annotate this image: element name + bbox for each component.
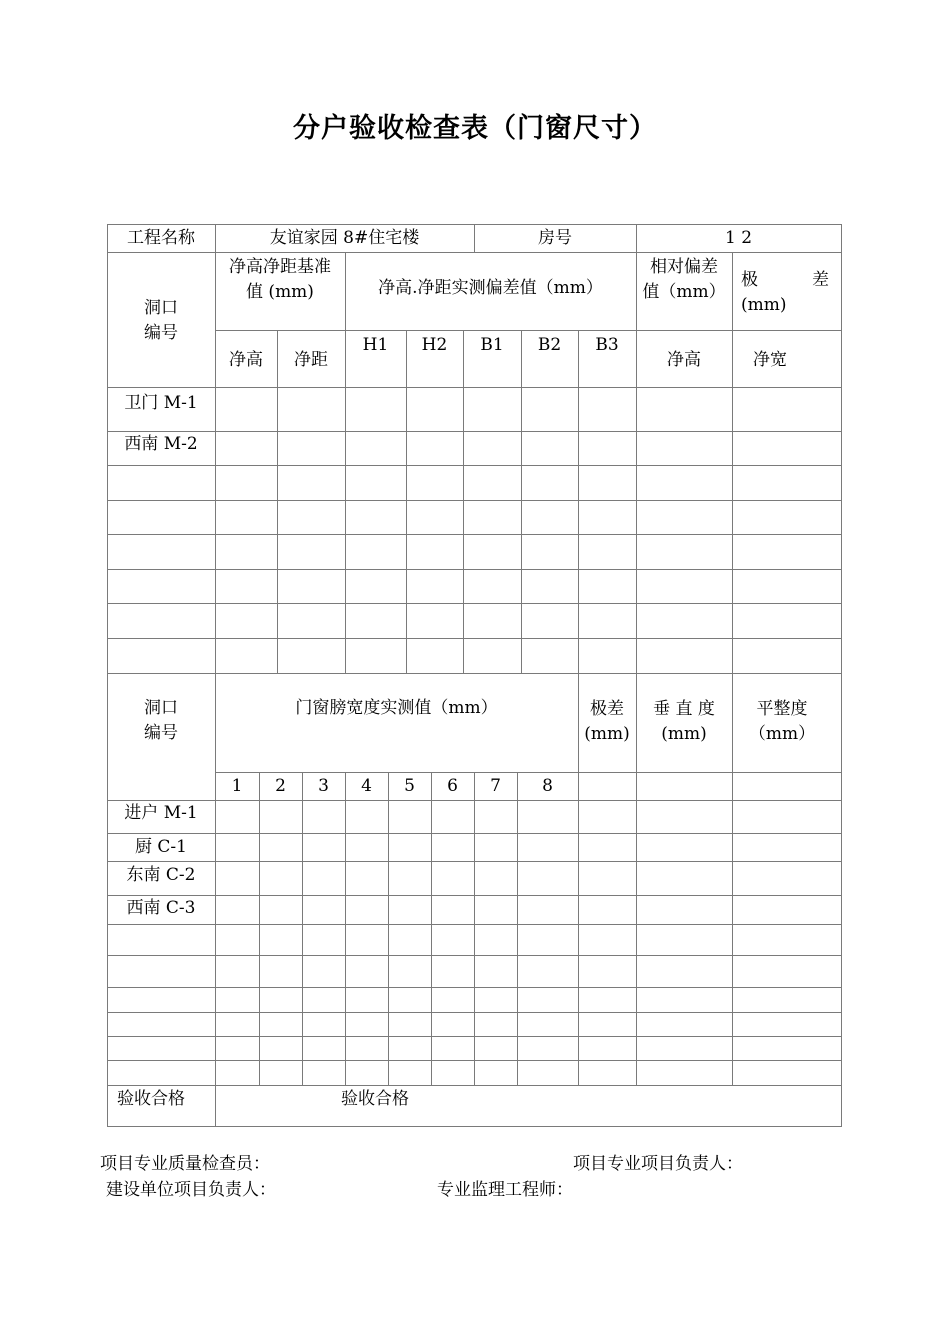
grid-line bbox=[406, 330, 407, 674]
sub-header-1: 净距 bbox=[294, 350, 328, 370]
result-label: 验收合格 bbox=[117, 1089, 185, 1109]
width-col-8: 8 bbox=[542, 776, 553, 796]
s2-row-label-9 bbox=[107, 1061, 215, 1086]
s1-row-label-0: 卫门 M-1 bbox=[124, 393, 198, 413]
sub-header-2: H1 bbox=[362, 335, 389, 355]
grid-line bbox=[517, 772, 518, 1086]
range-label-2a: 极差 bbox=[590, 699, 624, 719]
width-col-2: 2 bbox=[275, 776, 286, 796]
range-label-b: 差 bbox=[812, 270, 829, 290]
sub-header-6: B3 bbox=[595, 335, 619, 355]
grid-line bbox=[302, 772, 303, 1086]
sub-header-8: 净宽 bbox=[753, 350, 787, 370]
project-label: 工程名称 bbox=[127, 228, 195, 248]
grid-line bbox=[259, 772, 260, 1086]
opening-label-2b: 编号 bbox=[144, 723, 178, 743]
s1-row-label-1: 西南 M-2 bbox=[124, 434, 198, 454]
width-col-7: 7 bbox=[490, 776, 501, 796]
grid-line bbox=[215, 673, 216, 1127]
width-col-1: 1 bbox=[231, 776, 243, 796]
grid-line bbox=[215, 772, 842, 773]
opening-label-2a: 洞口 bbox=[144, 698, 178, 718]
page-title: 分户验收检查表（门窗尺寸） bbox=[293, 113, 657, 144]
flatness-label-a: 平整度 bbox=[756, 699, 808, 719]
flatness-label-b: （mm） bbox=[748, 724, 816, 744]
sub-header-4: B1 bbox=[480, 335, 504, 355]
grid-line bbox=[636, 252, 637, 674]
width-col-6: 6 bbox=[447, 776, 458, 796]
grid-line bbox=[215, 330, 842, 331]
width-col-5: 5 bbox=[404, 776, 415, 796]
opening-label-1b: 编号 bbox=[144, 323, 178, 343]
s2-row-label-2: 东南 C-2 bbox=[126, 865, 196, 885]
sub-header-7: 净高 bbox=[667, 350, 701, 370]
s1-row-label-3 bbox=[107, 501, 215, 526]
s1-row-label-4 bbox=[107, 535, 215, 560]
grid-line bbox=[215, 252, 216, 674]
s2-row-label-5 bbox=[107, 956, 215, 981]
s1-row-label-7 bbox=[107, 639, 215, 664]
grid-line bbox=[732, 252, 733, 674]
grid-line bbox=[388, 772, 389, 1086]
grid-line bbox=[107, 1126, 842, 1127]
signature-project-leader: 项目专业项目负责人： bbox=[573, 1154, 743, 1174]
verticality-label-a: 垂 直 度 bbox=[653, 699, 715, 719]
width-col-4: 4 bbox=[361, 776, 372, 796]
result-value: 验收合格 bbox=[341, 1089, 409, 1109]
measured-deviation-label: 净高.净距实测偏差值（mm） bbox=[378, 278, 603, 298]
relative-deviation-label-b: 值（mm） bbox=[642, 282, 726, 302]
range-label-a: 极 bbox=[741, 270, 758, 290]
grid-line bbox=[474, 772, 475, 1086]
baseline-label-a: 净高净距基准 bbox=[229, 257, 331, 277]
verticality-label-b: (mm) bbox=[661, 724, 707, 744]
grid-line bbox=[345, 252, 346, 674]
frame-width-label: 门窗膀宽度实测值（mm） bbox=[295, 698, 498, 718]
grid-line bbox=[521, 330, 522, 674]
sub-header-0: 净高 bbox=[229, 350, 263, 370]
baseline-label-b: 值 (mm) bbox=[246, 282, 314, 302]
sub-header-5: B2 bbox=[537, 335, 562, 355]
project-value: 友谊家园 8#住宅楼 bbox=[269, 228, 420, 248]
grid-line bbox=[463, 330, 464, 674]
s2-row-label-4 bbox=[107, 925, 215, 950]
signature-quality-inspector: 项目专业质量检查员： bbox=[100, 1154, 270, 1174]
grid-line bbox=[277, 330, 278, 674]
range-label-2b: (mm) bbox=[584, 724, 630, 744]
room-value: 1 2 bbox=[724, 228, 753, 248]
s2-row-label-8 bbox=[107, 1037, 215, 1062]
grid-line bbox=[841, 224, 842, 1127]
signature-supervisor: 专业监理工程师： bbox=[437, 1180, 573, 1200]
grid-line bbox=[431, 772, 432, 1086]
opening-label-1a: 洞口 bbox=[144, 298, 178, 318]
signature-owner-leader: 建设单位项目负责人： bbox=[106, 1180, 276, 1200]
s2-row-label-0: 进户 M-1 bbox=[124, 803, 198, 823]
s2-row-label-1: 厨 C-1 bbox=[135, 837, 187, 857]
grid-line bbox=[345, 772, 346, 1086]
room-label: 房号 bbox=[538, 228, 572, 248]
sub-header-3: H2 bbox=[421, 335, 448, 355]
s1-row-label-5 bbox=[107, 570, 215, 595]
s1-row-label-2 bbox=[107, 466, 215, 491]
relative-deviation-label-a: 相对偏差 bbox=[650, 257, 718, 277]
range-label-unit: (mm) bbox=[741, 295, 787, 315]
s2-row-label-7 bbox=[107, 1013, 215, 1038]
grid-line bbox=[578, 330, 579, 674]
s2-row-label-6 bbox=[107, 988, 215, 1013]
width-col-3: 3 bbox=[318, 776, 329, 796]
s2-row-label-3: 西南 C-3 bbox=[126, 898, 196, 918]
s1-row-label-6 bbox=[107, 604, 215, 629]
